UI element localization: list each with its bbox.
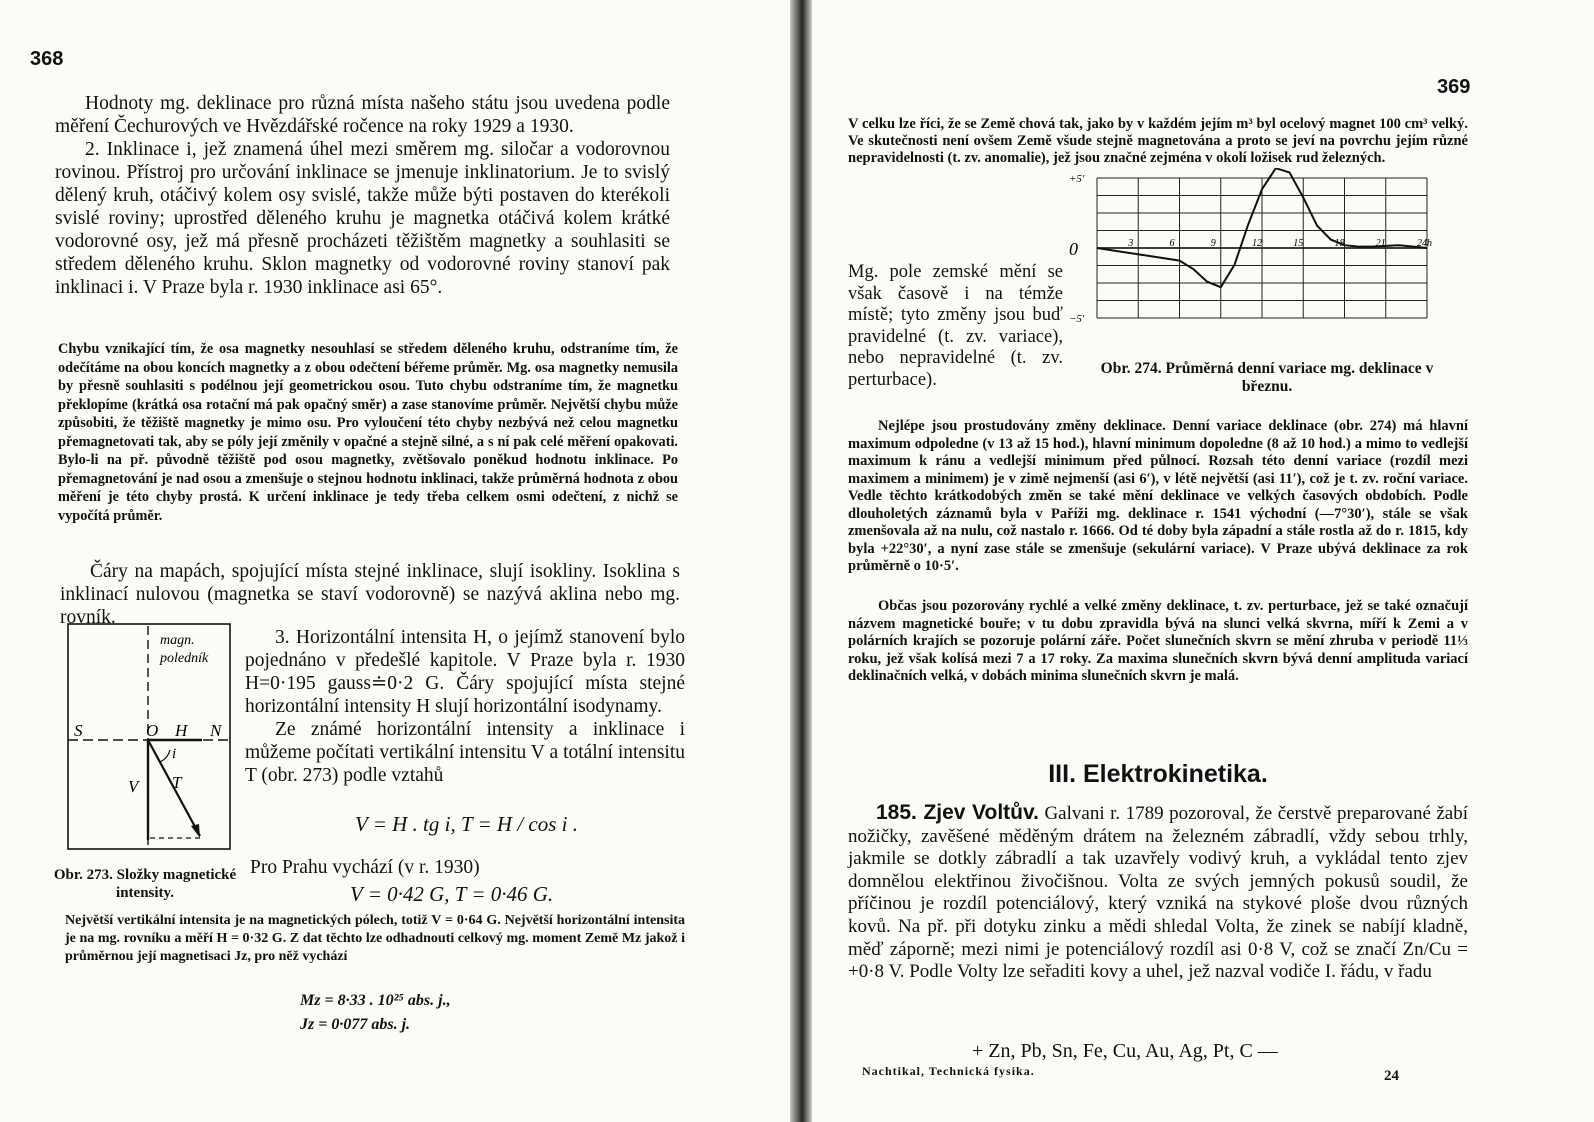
text-prahu: Pro Prahu vychází (v r. 1930) (250, 857, 480, 878)
paragraph-declination-variation: Nejlépe jsou prostudovány změny deklinace. Denní variace deklinace (obr. 274) má hlavní maximum odpoledne (v 13 až 15 hod.), hlavní minimum dopoledne (8 až 10 hod.) a mimo to vedlejší maximum k ránu a vedlejší minimum před půlnocí. Rozsah této denní variace (rozdíl mezi maximem a minimem) je v zimě nejmenší (asi 6′), v létě největší (asi 11′), což je t. zv. roční variace. Vedle těchto krátkodobých změn se také mění deklinace ve velkých časových obdobích. Podle dlouholetých záznamů byla v Paříži mg. deklinace r. 1541 východní (—7°30′), stále se však zmenšovala až na nulu, což nastalo r. 1666. Od té doby byla západní a stále rostla až do r. 1815, kdy byla +22°30′, a nyní zase stále se zmenšuje (sekulární variace). V Praze ubývá deklinace za rok průměrně o 10·5′. (848, 418, 1468, 574)
formula-prahu: V = 0·42 G, T = 0·46 G. (350, 882, 554, 906)
paragraph-earth-magnet: V celku lze říci, že se Země chová tak, jako by v každém jejím m³ byl ocelový magnet 100 cm³ velký. Ve skutečnosti není ovšem Země všude stejně magnetována a proto se jeví na povrchu jejím různé nepravidelnosti (t. zv. anomalie), jež jsou značné zejména v okolí ložisek rud železných. (848, 116, 1468, 166)
fig273-caption: Obr. 273. Složky magnetické intensity. (53, 867, 237, 901)
fig273-label-i: i (172, 746, 177, 762)
fig274-x-tick-label: 21 (1375, 238, 1386, 249)
left-page (0, 0, 790, 1122)
fig274-y-tick-label: 0 (1069, 239, 1078, 259)
formula-v-t: V = H . tg i, T = H / cos i . (355, 812, 579, 836)
fig274-y-tick-label: +5′ (1069, 173, 1085, 185)
fig274-caption: Obr. 274. Průměrná denní variace mg. deklinace v březnu. (1100, 360, 1434, 395)
section-title: 185. Zjev Voltův. (876, 801, 1039, 824)
small-paragraph-error: Chybu vznikající tím, že osa magnetky nesouhlasí se středem děleného kruhu, odstraníme tím, že odečítáme na obou koncích magnetky a z obou odečtení béřeme průměr. Mg. osa magnetky nemusila by přesně souhlasiti s podélnou její geometrickou osou. Tuto chybu odstraníme tím, že magnetku překlopíme (krátká osa rotační má pak opačný směr) a zase stanovíme průměr. Největší chybu může způsobiti, že těžiště magnetky je mimo osu. Pro vyloučení této chyby nezbývá než celou magnetku přemagnetovati tak, aby se póly její změnily v opačné a stejně silné, a s ní pak celé měření opakovati. Bylo-li na př. původně těžiště pod osou magnetky, zvětšovalo poněkud hodnotu inklinace. Po přemagnetování je nad osou a zmenšuje o stejnou hodnotu inklinaci, takže průměrná hodnota z obou měření je této chyby prostá. K určení inklinace je tedy třeba celkem osmi odečtení, z nichž se vypočítá průměr. (58, 341, 678, 524)
formula-moment: Mz = 8·33 . 10²⁵ abs. j., (300, 992, 451, 1009)
isoclines-text: Čáry na mapách, spojující místa stejné inklinace, slují isokliny. Isoklina s inklinací nulovou (magnetka se staví vodorovně) se nazývá aklina nebo mg. rovník. (60, 561, 680, 628)
fig274-x-tick-label: 18 (1334, 238, 1345, 249)
section-volta (848, 802, 1468, 984)
fig273-label-magn: magn. (160, 633, 195, 648)
fig273-label-n: N (210, 721, 222, 740)
paragraph-horizontal-intensity: 3. Horizontální intensita H, o jejímž stanovení bylo pojednáno v předešlé kapitole. V Praze byla r. 1930 H=0·195 gauss≐0·2 G. Čáry spojující místa stejné horizontální intensity H slují horizontální isodynamy. (245, 627, 685, 717)
book-gutter (790, 0, 812, 1122)
fig273-label-s: S (74, 721, 83, 740)
left-text-top (55, 92, 670, 299)
fig274-x-tick-label: 24h (1417, 238, 1432, 249)
paragraph-inclination: 2. Inklinace i, jež znamená úhel mezi směrem mg. siločar a vodorovnou rovinou. Přístroj pro určování inklinace se jmenuje inklinatorium. Je to svislý dělený kruh, otáčivý kolem osy svislé, takže může býti postaven do kterékoli svislé roviny; uprostřed děleného kruhu je magnetka otáčivá kolem krátké vodorovné osy, jež má přesně procházeti těžištěm magnetky a souhlasiti se středem děleného kruhu. Sklon magnetky od vodorovné roviny stanoví pak inklinaci i. V Praze byla r. 1930 inklinace asi 65°. (55, 139, 670, 298)
paragraph-isoclines (60, 560, 680, 629)
paragraph-perturbations: Občas jsou pozorovány rychlé a velké změny deklinace, t. zv. perturbace, jež se také označují názvem magnetické bouře; v tu dobu zpravidla bývá na slunci velká skvrna, míří k Zemi a v polárních krajích se pozoruje polární záře. Počet slunečních skvrn se mění zhruba v periodě 11⅓ roku, jež však kolísá mezi 7 a 17 roky. Za maxima slunečních skvrn bývá denní amplituda variací deklinačních velká, v dobách minima slunečních skvrn je malá. (848, 598, 1468, 684)
fig274-y-tick-label: −5′ (1069, 313, 1085, 325)
page-number-right: 369 (1437, 76, 1471, 98)
fig273-angle-arc (160, 750, 170, 762)
right-page (812, 0, 1594, 1122)
fig273-label-polednik: poledník (160, 651, 209, 666)
fig273-label-v: V (128, 777, 139, 796)
paragraph-declination: Hodnoty mg. deklinace pro různá místa našeho státu jsou uvedena podle měření Čechurových ve Hvězdářské ročence na roky 1929 a 1930. (55, 93, 670, 137)
fig274-x-tick-label: 12 (1252, 238, 1262, 249)
section-text: Galvani r. 1789 pozoroval, že čerstvě preparované žabí nožičky, zavěšené měděným drátem na železném zábradlí, vždy sebou trhly, jakmile se dotkly zábradlí a tak uzavřely vodivý kruh, a vykládal tento zjev domnělou elektřinou živočišnou. Volta ze svých jemných pokusů soudil, že příčinou je rozdíl potenciálový, který vzniká na stykové ploše dvou různých kovů. Na př. při dotyku zinku a mědi shledal Volta, že zinek se nabíjí kladně, měď záporně; mezi nimi je potenciálový rozdíl asi 0·8 V, což se značí Zn/Cu = +0·8 V. Podle Volty lze seřaditi kovy a uhel, jež nazval vodiče I. řádu, v řadu (848, 803, 1469, 983)
right-of-figure-text (245, 626, 685, 787)
fig274-x-tick-label: 15 (1293, 238, 1304, 249)
metal-series: + Zn, Pb, Sn, Fe, Cu, Au, Ag, Pt, C — (972, 1040, 1278, 1062)
footer-author: Nachtikal, Technická fysika. (862, 1064, 1035, 1078)
fig273-label-h: H (175, 721, 188, 740)
paragraph-vertical-total: Ze známé horizontální intensity a inklinace i můžeme počítati vertikální intensitu V a totální intensitu T (obr. 273) podle vztahů (245, 719, 685, 786)
fig273-label-o: O (146, 721, 159, 740)
small-paragraph-max: Největší vertikální intensita je na magnetických pólech, totiž V = 0·64 G. Největší horizontální intensita je na mg. rovníku a měří H = 0·32 G. Z dat těchto lze odhadnouti celkový mg. moment Země Mz jakož i průměrnou její magnetisaci Jz, pro něž vychází (65, 913, 685, 964)
page-number-left: 368 (30, 48, 64, 70)
chapter-heading: III. Elektrokinetika. (1048, 760, 1268, 788)
fig273-t-arrowhead (191, 824, 200, 838)
fig274-x-tick-label: 6 (1169, 238, 1175, 249)
formula-magnetisation: Jz = 0·077 abs. j. (300, 1016, 411, 1033)
fig274-x-tick-label: 3 (1128, 238, 1134, 249)
paragraph-field-changes: Mg. pole zemské mění se však časově i na témže místě; tyto změny jsou buď pravidelné (t. zv. variace), nebo nepravidelné (t. zv. perturbace). (848, 262, 1063, 390)
fig274-x-tick-label: 9 (1210, 238, 1216, 249)
figure-274-chart (1067, 168, 1467, 353)
figure-273 (60, 620, 240, 860)
footer-signature-number: 24 (1384, 1068, 1399, 1084)
fig273-label-t: T (172, 773, 182, 792)
